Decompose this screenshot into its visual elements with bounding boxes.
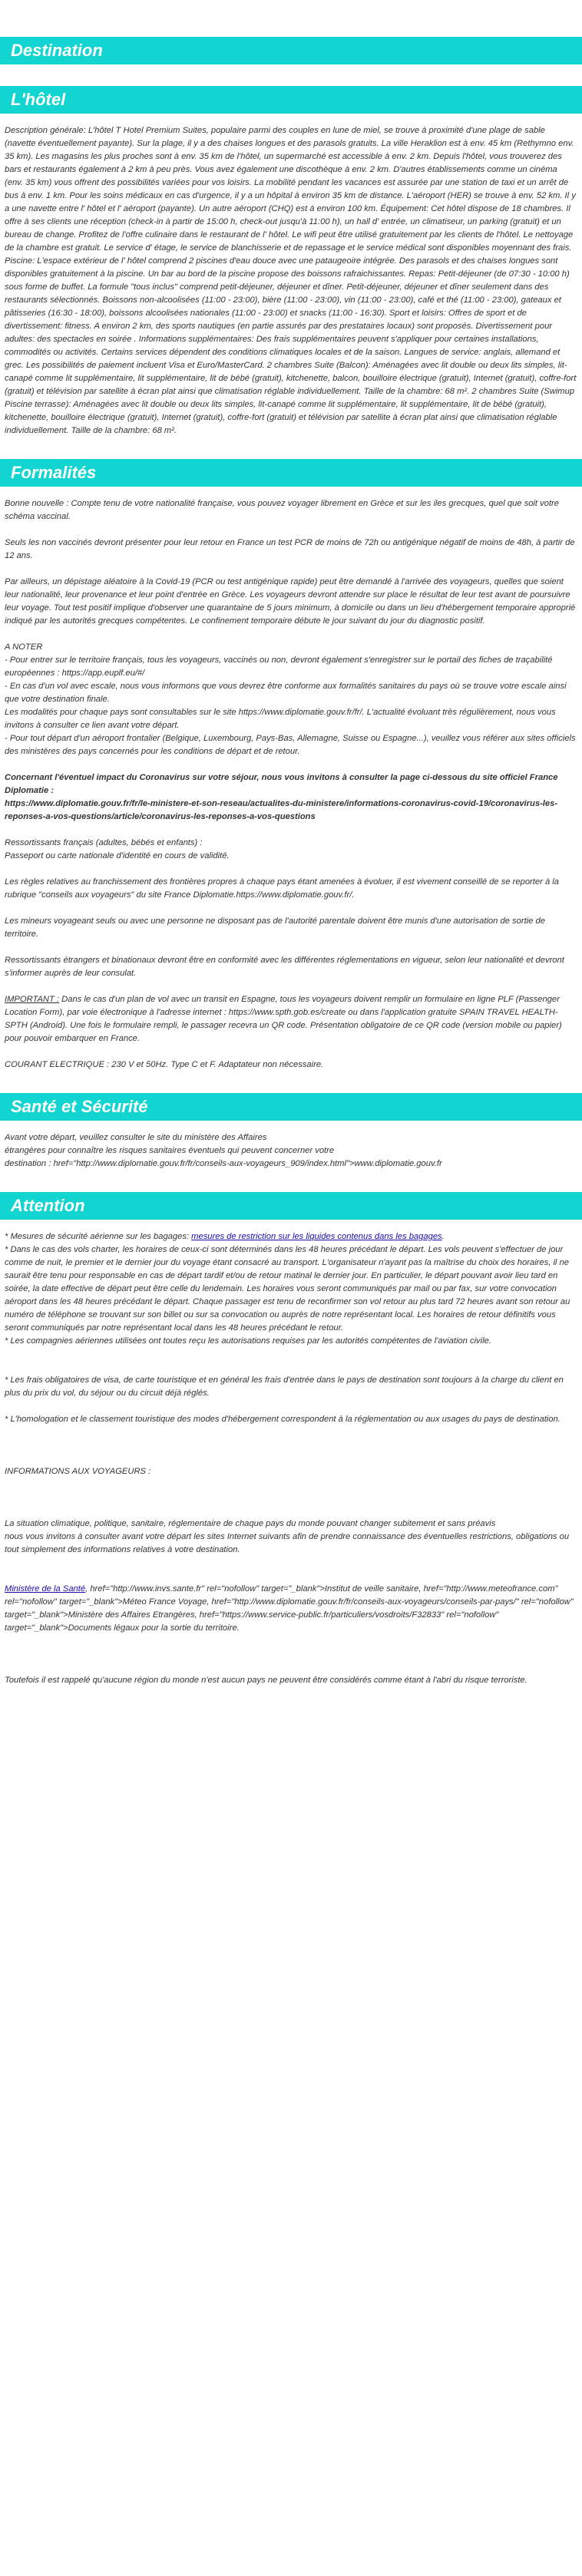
- spacer: [5, 1635, 577, 1674]
- formalites-nationalite: Bonne nouvelle : Compte tenu de votre nationalité française, vous pouvez voyager librement en Grèce et sur les iles grecques, quel que soit votre schéma vaccinal.: [5, 499, 560, 521]
- attention-situation: La situation climatique, politique, sanitaire, réglementaire de chaque pays du monde pouvant changer subitement et sans préavis nous vous invitons à consulter avant votre départ les sites Internet suivants afin de prendre connaissance des éventuelles restrictions, obligations ou tout simplement des informations relatives à votre destination.: [5, 1519, 570, 1554]
- sante-header: Santé et Sécurité: [0, 1093, 582, 1121]
- formalites-regles: Les règles relatives au franchissement des frontières propres à chaque pays étant amenées à évoluer, il est vivement conseillé de se reporter à la rubrique "conseils aux voyageurs" du site France Diplomatie.https://www.diplomatie.gouv.fr/.: [5, 877, 559, 900]
- attention-ministere: [5, 1583, 577, 1635]
- attention-mesures: [5, 1230, 577, 1243]
- hotel-description: Description générale: L'hôtel T Hotel Premium Suites, populaire parmi des couples en lune de miel, se trouve à proximité d'une plage de sable (navette éventuellement payante). Sur la plage, il y a des chaises longues et des parasols gratuits. La ville Heraklion est à env. 45 km (Rethymno env. 35 km). Les magasins les plus proches sont à env. 35 km de l'hôtel, un supermarché est accessible à env. 2 km. Depuis l'hôtel, vous trouverez des bars et restaurants également à 2 km à peu près. Vous avez également une discothèque à env. 2 km. D'autres établissements comme un cinéma (env. 35 km) vous offrent des possibilités variées pour vos loisirs. La mobilité pendant les vacances est assurée par une station de taxi et un arrêt de bus à env. 1 km. Pour les soins médicaux en cas d'urgence, il y a un hôpital à environ 35 km de distance. L'aéroport (HER) se trouve à env. 52 km. Il y a une navette entre l' hôtel et l' aéroport (payante). Un autre aéroport (CHQ) est à environ 100 km. Équipement: Cet hôtel dispose de 18 chambres. Il offre à ses clients une réception (check-in à partir de 15:00 h, check-out jusqu'à 11:00 h), un hall d' entrée, un climatiseur, un parking (gratuit) et un bureau de change. Profitez de l'offre culinaire dans le restaurant de l' hôtel. Le wifi peut être utilisé gratuitement par les clients de l'hôtel. Le nettoyage de la chambre est gratuit. Le service d' étage, le service de blanchisserie et de repassage et le service médical sont disponibles moyennant des frais. Piscine: L'espace extérieur de l' hôtel comprend 2 piscines d'eau douce avec une pataugeoire intégrée. Des parasols et des chaises longues sont disponibles gratuitement à la piscine. Un bar au bord de la piscine propose des boissons rafraichissantes. Repas: Petit-déjeuner (de 07:30 - 10:00 h) sous forme de buffet. La formule "tous inclus" comprend petit-déjeuner, déjeuner et dîner. Petit-déjeuner, déjeuner et dîner seulement dans des restaurants sélectionnés. Boissons non-alcoolisées (11:00 - 23:00), bière (11:00 - 23:00), vin (11:00 - 23:00), café et thé (11:00 - 23:00), gateaux et pâtisseries (16:30 - 18:00), boissons alcoolisées nationales (11:00 - 23:00) et snacks (11:00 - 16:30). Sport et loisirs: Offres de sport et de divertissement: fitness. A environ 2 km, des sports nautiques (en partie assurés par des prestataires locaux) sont proposés. Divertissement pour adultes: des spectacles en soirée . Informations supplémentaires: Des frais supplémentaires peuvent s'appliquer pour certaines installations, commodités ou activités. Certains services dépendent des conditions climatiques locales et de la saison. Langues de service: anglais, allemand et grec. Les possibilités de paiement incluent Visa et Euro/MasterCard. 2 chambres Suite (Balcon): Aménagées avec lit double ou deux lits simples, lit-canapé comme lit supplémentaire, lit supplémentaire, lit de bébé (gratuit), kitchenette, balcon, bouilloire électrique (gratuit), Internet (gratuit), coffre-fort (gratuit) et télévision par satellite à écran plat ainsi que climatisation réglable individuellement. Taille de la chambre: 68 m². 2 chambres Suite (Swimup Piscine terrasse): Aménagées avec lit double ou deux lits simples, lit-canapé comme lit supplémentaire, lit supplémentaire, lit de bébé (gratuit), kitchenette, bouilloire électrique (gratuit), Internet (gratuit), coffre-fort (gratuit) et télévision par satellite à écran plat ainsi que climatisation réglable individuellement. Taille de la chambre: 68 m².: [5, 126, 577, 435]
- formalites-non-vaccines: Seuls les non vaccinés devront présenter pour leur retour en France un test PCR de moins de 72h ou antigénique négatif de moins de 48h, à partir de 12 ans.: [5, 538, 575, 560]
- mesures-prefix: * Mesures de sécurité aérienne sur les bagages:: [5, 1232, 192, 1241]
- formalites-note-line: - En cas d'un vol avec escale, nous vous informons que vous devrez être conforme aux formalités sanitaires du pays où se trouve votre escale ainsi que votre destination finale.: [5, 682, 567, 704]
- formalites-important: [5, 993, 577, 1045]
- attention-content: [0, 1220, 582, 1687]
- formalites-etrangers: Ressortissants étrangers et binationaux devront être en conformité avec les différentes réglementations en vigueur, selon leur nationalité et devront s'informer auprès de leur consulat.: [5, 956, 564, 978]
- sante-text: Avant votre départ, veuillez consulter le site du ministère des Affaires étrangères pour connaître les risques sanitaires éventuels qui peuvent concerner votre destination : href="http://www.diplomatie.gouv.fr/fr/conseils-aux-voyageurs_909/index.html">www.diplomatie.gouv.fr: [5, 1133, 442, 1168]
- mesures-suffix: .: [441, 1232, 445, 1241]
- sante-content: [0, 1121, 582, 1171]
- mesures-link[interactable]: mesures de restriction sur les liquides contenus dans les bagages: [191, 1232, 442, 1241]
- hotel-content: [0, 114, 582, 438]
- spacer: [5, 1400, 577, 1413]
- attention-toutefois: Toutefois il est rappelé qu'aucune région du monde n'est aucun pays ne peuvent être considérés comme étant à l'abri du risque terroriste.: [5, 1676, 527, 1685]
- formalites-note-line: Les modalités pour chaque pays sont consultables sur le site https://www.diplomatie.gouv.fr/fr/. L'actualité évoluant très régulièrement, nous vous invitons à consulter ce lien avant votre départ.: [5, 708, 556, 730]
- destination-section: [0, 37, 582, 64]
- formalites-section: [0, 459, 582, 1072]
- formalites-depistage: Par ailleurs, un dépistage aléatoire à la Covid-19 (PCR ou test antigénique rapide) peut être demandé à l'arrivée des voyageurs, quelles que soient leur nationalité, leur provenance et leur point d'entrée en Grèce. Les voyageurs devront attendre sur place le résultat de leur test avant de poursuivre leur voyage. Tout test positif implique d'observer une quarantaine de 5 jours minimum, à domicile ou dans un lieu d'hébergement temporaire approprié indiqué par les autorités grecques compétentes. Le confinement temporaire débute le jour suivant du jour du diagnostic positif.: [5, 577, 576, 626]
- formalites-ressortissants: Ressortissants français (adultes, bébés et enfants) : Passeport ou carte nationale d'identité en cours de validité.: [5, 838, 230, 860]
- formalites-header: Formalités: [0, 459, 582, 487]
- attention-homologation: * L'homologation et le classement touristique des modes d'hébergement correspondent à la réglementation ou aux usages du pays de destination.: [5, 1415, 561, 1424]
- attention-infos-title: INFORMATIONS AUX VOYAGEURS :: [5, 1467, 151, 1476]
- attention-compagnies: * Les compagnies aériennes utilisées ont toutes reçu les autorisations requises par les autorités compétentes de l'aviation civile.: [5, 1336, 491, 1346]
- attention-frais: * Les frais obligatoires de visa, de carte touristique et en général les frais d'entrée dans le pays de destination sont toujours à la charge du client en plus du prix du vol, du séjour ou du circuit déjà réglés.: [5, 1376, 564, 1398]
- spacer: [5, 1426, 577, 1465]
- hotel-header: L'hôtel: [0, 86, 582, 114]
- important-label: IMPORTANT :: [5, 995, 60, 1004]
- formalites-content: [0, 487, 582, 1072]
- spacer: [5, 1557, 577, 1583]
- spacer: [5, 1478, 577, 1518]
- important-text: Dans le cas d'un plan de vol avec un transit en Espagne, tous les voyageurs doivent remplir un formulaire en ligne PLF (Passenger Location Form), par voie électronique à l'adresse internet : https://www.spth.gob.es/create ou dans l'application gratuite SPAIN TRAVEL HEALTH-SPTH (Android). Une fois le formulaire rempli, le passager recevra un QR code. Présentation obligatoire de ce QR code (version mobile ou papier) pour pouvoir embarquer en France.: [5, 995, 562, 1043]
- formalites-mineurs: Les mineurs voyageant seuls ou avec une personne ne disposant pas de l'autorité parentale doivent être munis d'une autorisation de sortie de territoire.: [5, 916, 545, 939]
- hotel-section: [0, 86, 582, 438]
- destination-header: Destination: [0, 37, 582, 64]
- ministere-sante-link[interactable]: Ministère de la Santé: [5, 1584, 86, 1593]
- formalites-diplomatie-notice: Concernant l'éventuel impact du Coronavirus sur votre séjour, nous vous invitons à consulter la page ci-dessous du site officiel France Diplomatie : https://www.diplomatie.gouv.fr/fr/le-ministere-et-son-reseau/actualites-du-ministere/informations-coronavirus-covid-19/coronavirus-les-reponses-a-vos-questions/article/coronavirus-les-reponses-a-vos-questions: [5, 773, 558, 821]
- attention-header: Attention: [0, 1192, 582, 1220]
- attention-section: [0, 1192, 582, 1687]
- formalites-note-line: - Pour tout départ d'un aéroport frontalier (Belgique, Luxembourg, Pays-Bas, Allemagne, Suisse ou Espagne...), veuillez vous référer aux sites officiels des ministères des pays concernés pour les conditions de départ et de retour.: [5, 734, 576, 756]
- formalites-note-line: - Pour entrer sur le territoire français, tous les voyageurs, vaccinés ou non, devront également s'enregistrer sur le portail des fiches de traçabilité européennes : https://app.euplf.eu/#/: [5, 656, 553, 678]
- attention-horaires: * Dans le cas des vols charter, les horaires de ceux-ci sont déterminés dans les 48 heures précédant le départ. Les vols peuvent s'effectuer de jour comme de nuit, le premier et le dernier jour du voyage étant consacré au transport. L'organisateur n'ayant pas la maîtrise du choix des horaires, il ne saurait être tenu pour responsable en cas de départ tardif et/ou de retour matinal le dernier jour. En particulier, le départ pouvant avoir lieu tard en soirée, la date effective de départ peut être celle du lendemain. Les horaires vous seront communiqués par mail ou par fax, sur votre convocation aéroport dans les 48 heures précédant le départ. Chaque passager est tenu de reconfirmer son vol retour au plus tard 72 heures avant son retour au numéro de téléphone se trouvant sur son billet ou sur sa convocation ou auprès de notre représentant local. Les horaires de retour définitifs vous seront communiqués par notre représentant local dans les 48 heures précédant le retour.: [5, 1245, 570, 1333]
- sante-section: [0, 1093, 582, 1171]
- ministere-rest: , href="http://www.invs.sante.fr" rel="nofollow" target="_blank">Institut de veille sanitaire, href="http://www.meteofrance.com" rel="nofollow" target="_blank">Méteo France Voyage, href="http://www.diplomatie.gouv.fr/fr/conseils-aux-voyageurs/conseils-par-pays/" rel="nofollow" target="_blank">Ministère des Affaires Etrangères, href="https://www.service-public.fr/particuliers/vosdroits/F32833" rel="nofollow" target="_blank">Documents légaux pour la sortie du territoire.: [5, 1584, 574, 1633]
- spacer: [5, 1348, 577, 1374]
- formalites-note-title: A NOTER: [5, 642, 43, 652]
- formalites-courant: COURANT ELECTRIQUE : 230 V et 50Hz. Type C et F. Adaptateur non nécessaire.: [5, 1060, 324, 1069]
